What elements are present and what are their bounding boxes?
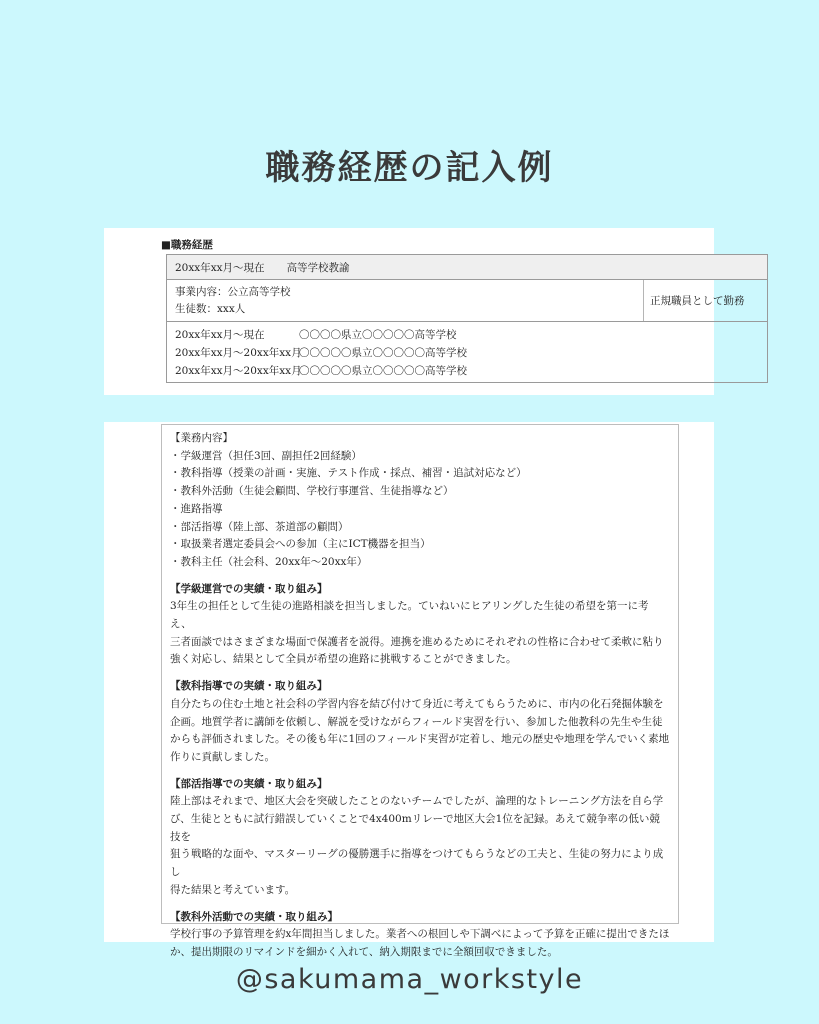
business-content: 事業内容：公立高等学校 bbox=[175, 286, 291, 298]
career-details-row bbox=[167, 280, 767, 322]
page-title: 職務経歴の記入例 bbox=[265, 148, 554, 188]
duty-item: ・学級運営（担任3回、副担任2回経験） bbox=[170, 449, 362, 462]
section-line: 3年生の担任として生徒の進路相談を担当しました。ていねいにヒアリングした生徒の希望を第一に考え、 bbox=[170, 600, 649, 631]
history-period: 20xx年xx月～20xx年xx月 bbox=[175, 364, 302, 377]
duty-item: ・取扱業者選定委員会への参加（主にICT機器を担当） bbox=[170, 538, 431, 551]
duties-list bbox=[170, 448, 670, 572]
history-school: 〇〇〇〇〇県立〇〇〇〇〇高等学校 bbox=[299, 346, 467, 359]
history-school: 〇〇〇〇県立〇〇〇〇〇高等学校 bbox=[299, 328, 457, 341]
career-details bbox=[167, 280, 644, 321]
career-header-row bbox=[167, 255, 767, 280]
career-header-position: 高等学校教諭 bbox=[286, 261, 350, 274]
career-heading: ■職務経歴 bbox=[161, 239, 213, 251]
duties-box bbox=[161, 424, 679, 958]
section-line: 陸上部はそれまで、地区大会を突破したことのないチームでしたが、論理的なトレーニング方法を自ら学 bbox=[170, 795, 664, 808]
section-line: か、提出期限のリマインドを細かく入れて、納入期限までに全額回収できました。 bbox=[170, 945, 558, 958]
section-title: 【教科指導での実績・取り組み】 bbox=[170, 680, 328, 693]
career-history-row bbox=[175, 325, 759, 343]
section-line: 強く対応し、結果として全員が希望の進路に挑戦することができました。 bbox=[170, 653, 517, 666]
duty-item: ・部活指導（陸上部、茶道部の顧問） bbox=[170, 520, 349, 533]
duty-item: ・教科主任（社会科、20xx年～20xx年） bbox=[170, 555, 368, 568]
duty-item: ・進路指導 bbox=[170, 502, 223, 515]
history-period: 20xx年xx月～現在 bbox=[175, 328, 265, 341]
duty-item: ・教科外活動（生徒会顧問、学校行事運営、生徒指導など） bbox=[170, 485, 454, 498]
duties-heading: 【業務内容】 bbox=[170, 432, 233, 444]
section-line: からも評価されました。その後も年に1回のフィールド実習が定着し、地元の歴史や地理を学んでいく素地 bbox=[170, 733, 670, 746]
duty-item: ・教科指導（授業の計画・実施、テスト作成・採点、補習・追試対応など） bbox=[170, 467, 527, 480]
career-summary-card bbox=[104, 228, 745, 395]
career-table bbox=[166, 254, 768, 383]
section-title: 【学級運営での実績・取り組み】 bbox=[170, 582, 328, 595]
section-line: 企画。地質学者に講師を依頼し、解説を受けながらフィールド実習を行い、参加した他教科の先生や生徒 bbox=[170, 715, 663, 728]
section-line: び、生徒とともに試行錯誤していくことで4x400mリレーで地区大会1位を記録。あえて競争率の低い競技を bbox=[170, 813, 660, 843]
career-header-period: 20xx年xx月～現在 bbox=[175, 261, 265, 274]
section-line: 得た結果と考えています。 bbox=[170, 883, 296, 896]
section-title: 【教科外活動での実績・取り組み】 bbox=[170, 910, 338, 923]
section-line: 狙う戦略的な面や、マスターリーグの優勝選手に指導をつけてもらうなどの工夫と、生徒の努力により成し bbox=[170, 848, 664, 879]
duties-card bbox=[104, 422, 714, 958]
career-history-list bbox=[167, 322, 767, 382]
section-line: 学校行事の予算管理を約x年間担当しました。業者への根回しや下調べによって予算を正確に提出できたほ bbox=[170, 928, 670, 941]
history-period: 20xx年xx月～20xx年xx月 bbox=[175, 346, 302, 359]
section-line: 自分たちの住む土地と社会科の学習内容を結び付けて身近に考えてもらうために、市内の化石発掘体験を bbox=[170, 697, 664, 710]
career-history-row bbox=[175, 361, 759, 379]
footer-handle: @sakumama_workstyle bbox=[235, 964, 584, 995]
student-count: 生徒数：xxx人 bbox=[175, 303, 246, 315]
history-school: 〇〇〇〇〇県立〇〇〇〇〇高等学校 bbox=[299, 364, 467, 377]
section-line: 作りに貢献しました。 bbox=[170, 750, 275, 763]
career-history-row bbox=[175, 343, 759, 361]
section-line: 三者面談ではさまざまな場面で保護者を説得。連携を進めるためにそれぞれの性格に合わせて柔軟に粘り bbox=[170, 635, 664, 648]
section-title: 【部活指導での実績・取り組み】 bbox=[170, 777, 328, 790]
employment-type: 正規職員として勤務 bbox=[650, 295, 745, 307]
